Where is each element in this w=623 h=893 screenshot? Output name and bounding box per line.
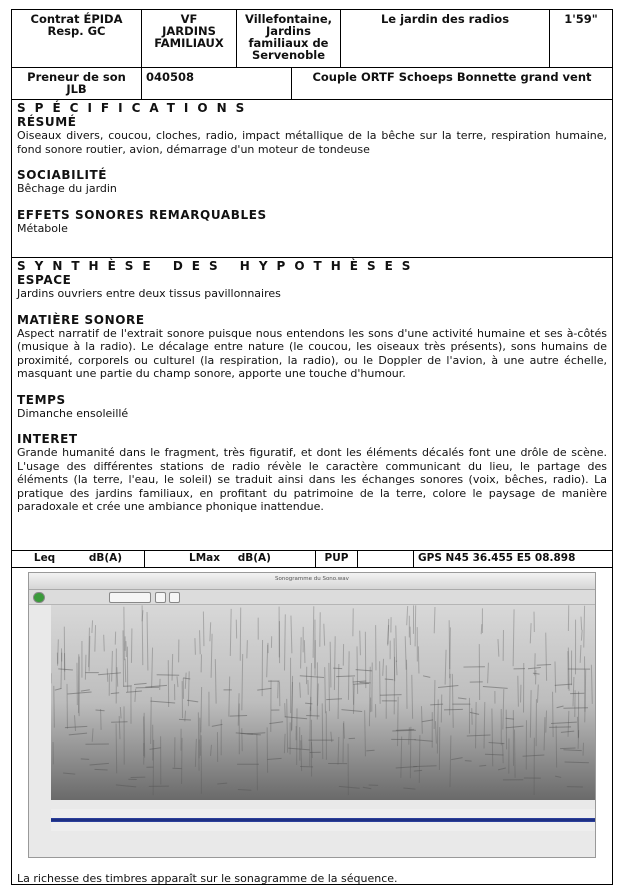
header-row — [12, 10, 612, 68]
temps-title: TEMPS — [17, 392, 66, 407]
sonogram-titlebar — [29, 573, 595, 590]
fiche-sonore — [11, 9, 613, 885]
synthese-section — [12, 258, 612, 551]
equipment-label: Couple ORTF Schoeps Bonnette grand vent — [312, 70, 592, 84]
matiere-text: Aspect narratif de l'extrait sonore puisque nous entendons les sons d'une activité humaine et ses à-côtés (musique à la radio). Le décalage entre nature (le coucou, les oiseaux très présents), sons humains de proximité, corporels ou culturel (la respiration, la radio), ou le Doppler de l'avion, à une autre échelle, masquant une partie du champ sonore, apporte une touche d'humour. — [17, 326, 607, 380]
lmax-cell — [145, 551, 316, 567]
place-line2: Jardins — [266, 24, 311, 38]
preneur-label: Preneur de son — [27, 70, 126, 84]
specifications-section — [12, 100, 612, 258]
effets-title: EFFETS SONORES REMARQUABLES — [17, 207, 267, 222]
zoom-in-icon[interactable] — [155, 592, 166, 603]
place-cell — [237, 10, 341, 67]
espace-title: ESPACE — [17, 273, 72, 287]
duration-value: 1'59" — [564, 12, 598, 26]
place-line1: Villefontaine, — [245, 12, 332, 26]
lmax-unit: dB(A) — [237, 552, 271, 564]
lmax-label: LMax — [189, 552, 221, 564]
title-cell — [341, 10, 550, 67]
place-line4: Servenoble — [251, 48, 326, 62]
pup-cell — [316, 551, 358, 567]
sonogram-window — [28, 572, 596, 858]
pup-value-cell — [358, 551, 414, 567]
preneur-name: JLB — [66, 82, 87, 96]
sonogram-toolbar — [29, 590, 595, 605]
interet-title: INTERET — [17, 432, 78, 446]
resume-title: RÉSUMÉ — [17, 115, 77, 129]
place-line3: familiaux de — [248, 36, 329, 50]
date-code: 040508 — [146, 70, 195, 84]
sociabilite-text: Bêchage du jardin — [17, 182, 117, 195]
category-line2: FAMILIAUX — [154, 36, 224, 50]
interet-text: Grande humanité dans le fragment, très figuratif, et dont les éléments décalés font une drôle de scène. L'usage des différentes stations de radio révèle le caractère communicant du lieu, le partage des éléments (la terre, l'eau, le soleil) se traduit ainsi dans les échanges sonores (voix, bêches, radio). La pratique des jardins familiaux, en profitant du patrimoine de la terre, colore le paysage de manière paradoxale et crée une ambiance phonique inattendue. — [17, 446, 607, 513]
specifications-heading: SPÉCIFICATIONS — [17, 101, 254, 115]
track-title: Le jardin des radios — [380, 12, 510, 26]
leq-label: Leq — [33, 552, 56, 564]
date-cell — [142, 68, 292, 99]
preneur-cell — [12, 68, 142, 99]
category-cell — [142, 10, 237, 67]
contract-label: Contrat ÉPIDA — [30, 12, 123, 26]
duration-cell — [550, 10, 612, 67]
code-label: VF — [180, 12, 198, 26]
leq-cell — [12, 551, 145, 567]
sociabilite-title: SOCIABILITÉ — [17, 168, 108, 182]
sonogram-window-title: Sonogramme du Sono.wav — [275, 576, 349, 582]
espace-text: Jardins ouvriers entre deux tissus pavillonnaires — [17, 287, 281, 300]
synthese-heading: SYNTHÈSE DES HYPOTHÈSES — [17, 259, 420, 273]
sonogram-spectrogram — [51, 605, 596, 800]
sonogram-waveform — [51, 809, 596, 831]
pup-label: PUP — [324, 552, 349, 564]
gps-cell — [414, 551, 612, 567]
matiere-title: MATIÈRE SONORE — [17, 312, 145, 327]
resume-text: Oiseaux divers, coucou, cloches, radio, impact métallique de la bêche sur la terre, respiration humaine, fond sonore routier, avion, démarrage d'un moteur de tondeuse — [17, 129, 607, 156]
category-line1: JARDINS — [162, 24, 216, 38]
stats-row — [12, 551, 612, 568]
equipment-cell — [292, 68, 612, 99]
resp-label: Resp. GC — [47, 24, 106, 38]
leq-unit: dB(A) — [88, 552, 123, 564]
effets-text: Métabole — [17, 221, 68, 235]
contract-cell — [12, 10, 142, 67]
recording-row — [12, 68, 612, 100]
gps-label: GPS N45 36.455 E5 08.898 — [418, 552, 576, 564]
view-select[interactable] — [109, 592, 151, 603]
play-button[interactable] — [33, 592, 45, 603]
zoom-out-icon[interactable] — [169, 592, 180, 603]
temps-text: Dimanche ensoleillé — [17, 406, 129, 420]
sonogram-caption: La richesse des timbres apparaît sur le sonagramme de la séquence. — [17, 872, 398, 885]
